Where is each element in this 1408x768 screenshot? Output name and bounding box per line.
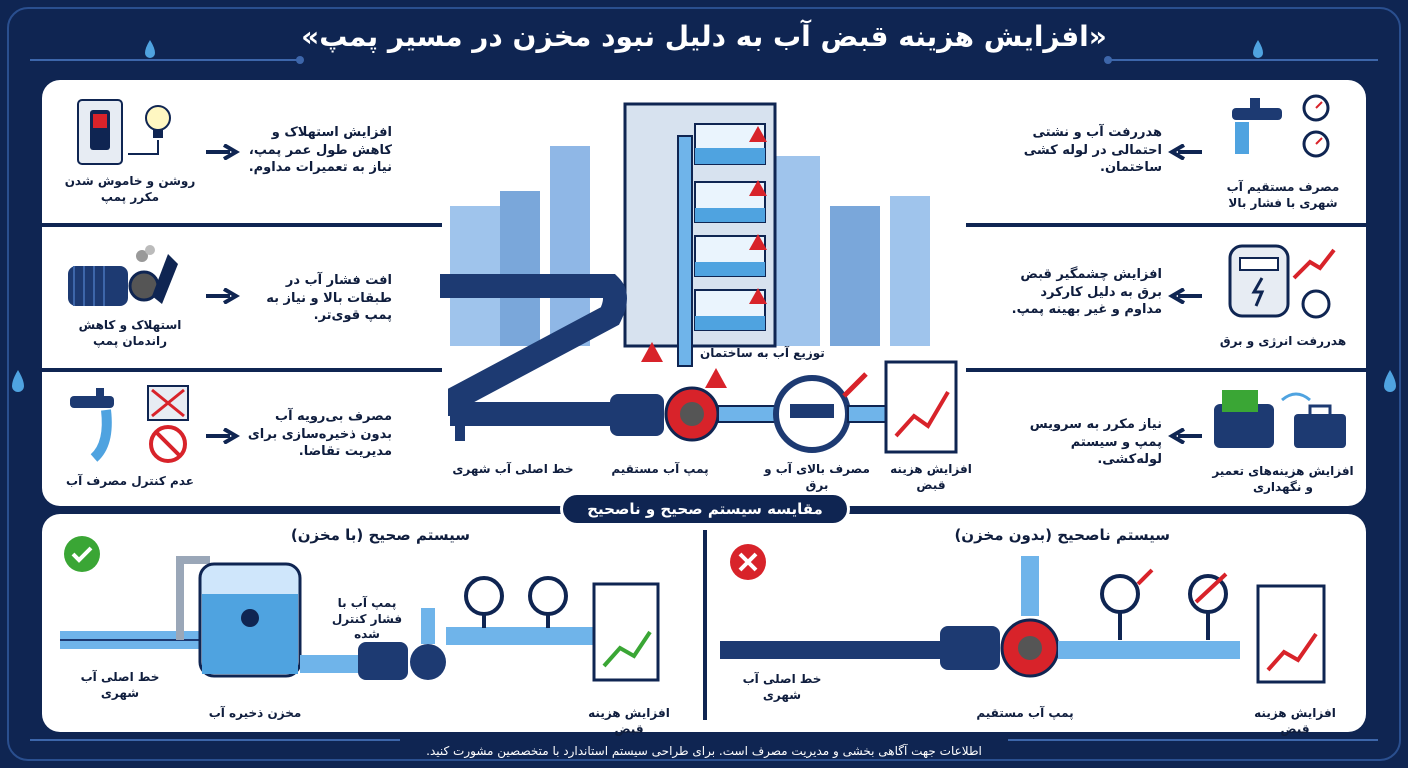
- water-drop-icon: [1384, 370, 1396, 392]
- direct-pump-label: پمپ آب مستقیم: [611, 462, 709, 476]
- main-line-label: خط اصلی آب شهری: [452, 462, 574, 476]
- correct-bill-label: افزایش هزینه قبض: [588, 706, 670, 736]
- pump-motor-icon: [66, 244, 186, 314]
- building-pipe-illustration: [420, 96, 990, 496]
- right-row3-label: افزایش هزینه‌های تعمیر و نگهداری: [1212, 464, 1354, 494]
- left-row1-label: روشن و خاموش شدن مکرر پمپ: [64, 174, 196, 204]
- correct-main-line-label: خط اصلی آب شهری: [80, 670, 160, 700]
- faucet-gauge-icon: [1222, 94, 1342, 174]
- right-row2-desc: افزایش چشمگیر قبض برق به دلیل کارکرد مداوم و غیر بهینه پمپ.: [1011, 267, 1162, 318]
- right-row2-label: هدررفت انرژی و برق: [1219, 334, 1347, 348]
- arrow-right-icon: [206, 428, 240, 444]
- comparison-title: مقایسه سیستم صحیح و ناصحیح: [560, 492, 850, 526]
- correct-pump-label: پمپ آب با فشار کنترل شده: [331, 596, 403, 642]
- water-drop-icon: [12, 370, 24, 392]
- electric-meter-icon: [1228, 244, 1338, 324]
- left-row3-label: عدم کنترل مصرف آب: [66, 474, 194, 488]
- bill-increase-label: افزایش هزینه قبض: [890, 462, 972, 492]
- left-row2-label: استهلاک و کاهش راندمان پمپ: [78, 318, 182, 348]
- left-row3-desc: مصرف بی‌رویه آب بدون ذخیره‌سازی برای مدیریت تقاضا.: [247, 409, 392, 460]
- incorrect-pump-label: پمپ آب مستقیم: [976, 706, 1074, 720]
- incorrect-bill-label: افزایش هزینه قبض: [1254, 706, 1336, 736]
- arrow-left-icon: [1168, 428, 1202, 444]
- footer-note: اطلاعات جهت آگاهی بخشی و مدیریت مصرف است. برای طراحی سیستم استاندارد با متخصصین مشورت کنید.: [426, 744, 982, 758]
- right-row1-label: مصرف مستقیم آب شهری با فشار بالا: [1226, 180, 1340, 210]
- light-switch-icon: [76, 98, 186, 168]
- right-row1-desc: هدررفت آب و نشتی احتمالی در لوله کشی ساختمان.: [1023, 125, 1162, 176]
- arrow-left-icon: [1168, 288, 1202, 304]
- left-row2-desc: افت فشار آب در طبقات بالا و نیاز به پمپ قوی‌تر.: [266, 273, 392, 324]
- incorrect-system-title: سیستم ناصحیح (بدون مخزن): [954, 526, 1170, 544]
- incorrect-main-line-label: خط اصلی آب شهری: [742, 672, 822, 702]
- left-row1-desc: افزایش استهلاک و کاهش طول عمر پمپ، نیاز به تعمیرات مداوم.: [248, 125, 392, 176]
- page-title: «افزایش هزینه قبض آب به دلیل نبود مخزن در مسیر پمپ»: [301, 20, 1107, 53]
- right-row3-desc: نیاز مکرر به سرویس پمپ و سیستم لوله‌کشی.: [1029, 417, 1162, 468]
- high-usage-label: مصرف بالای آب و برق: [764, 462, 870, 492]
- arrow-left-icon: [1168, 144, 1202, 160]
- wallet-toolbox-icon: [1212, 384, 1352, 456]
- arrow-right-icon: [206, 144, 240, 160]
- arrow-right-icon: [206, 288, 240, 304]
- faucet-overflow-icon: [66, 384, 196, 464]
- correct-tank-label: مخزن ذخیره آب: [208, 706, 302, 720]
- comparison-divider: [703, 530, 707, 720]
- correct-system-title: سیستم صحیح (با مخزن): [290, 526, 470, 544]
- distribution-label: توزیع آب به ساختمان: [700, 346, 825, 360]
